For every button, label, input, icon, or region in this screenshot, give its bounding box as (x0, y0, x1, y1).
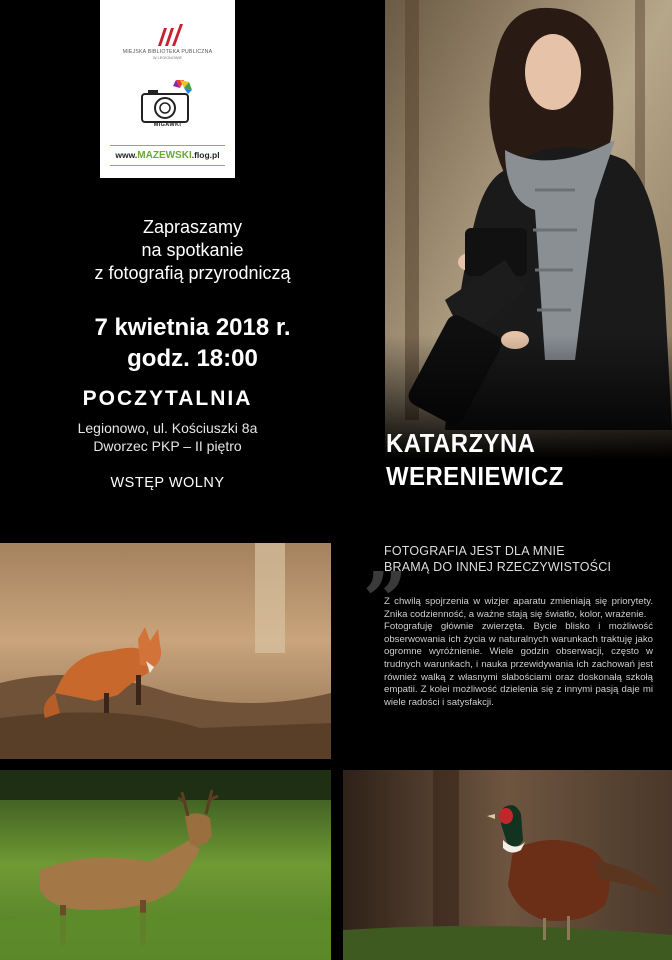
quote-mark-icon: „ (364, 511, 409, 602)
pheasant-photo (343, 770, 672, 960)
fox-photo (0, 543, 331, 759)
logo-divider-top (110, 145, 225, 146)
address-line-1: Legionowo, ul. Kościuszki 8a (77, 420, 258, 436)
website-link[interactable] (100, 150, 235, 161)
photographer-first-name: KATARZYNA (386, 428, 536, 458)
invitation-text (0, 216, 385, 285)
event-date: 7 kwietnia 2018 r. (94, 314, 291, 341)
event-time: godz. 18:00 (127, 345, 258, 372)
library-city: W LEGIONOWIE (152, 56, 183, 60)
invitation-line-2: na spotkanie (141, 240, 244, 260)
invitation-line-1: Zapraszamy (142, 217, 243, 237)
bio-paragraph-2: Fotografuję głównie zwierzęta. Bycie blisko i możliwość obserwowania ich życia w naturalnych warunkach traktuję jako ogromne wyróżnienie. Wiele godzin obserwacji, często w trudnych warunkach, i nauka przewidywania ich zachowań jest również walką z własnymi słabościami oraz doskonałą szkołą empatii. Z kolei możliwość dzielenia się z innymi pasją daje mi wiele radości i satysfakcji. (384, 621, 653, 708)
venue-name: POCZYTALNIA (82, 387, 253, 410)
quote-line-2: BRAMĄ DO INNEJ RZECZYWISTOŚCI (384, 560, 612, 574)
photographer-name (386, 427, 564, 493)
camera-logo-icon (138, 76, 196, 128)
website-prefix: www. (115, 150, 138, 160)
bio-text (384, 596, 653, 709)
website-suffix: .flog.pl (191, 150, 220, 160)
address-line-2: Dworzec PKP – II piętro (93, 438, 242, 454)
website-brand: MAZEWSKI (137, 150, 192, 161)
logo-divider-bottom (110, 165, 225, 166)
venue-address (0, 419, 335, 455)
invitation-line-3: z fotografią przyrodniczą (94, 263, 291, 283)
admission-note: WSTĘP WOLNY (110, 475, 225, 491)
deer-photo (0, 770, 331, 960)
library-logo-icon (154, 22, 184, 48)
library-name: MIEJSKA BIBLIOTEKA PUBLICZNA (122, 49, 213, 55)
photographer-last-name: WERENIEWICZ (386, 461, 564, 491)
quote-line-1: FOTOGRAFIA JEST DLA MNIE (384, 544, 565, 558)
logo-card (100, 0, 235, 178)
event-datetime (0, 312, 385, 374)
club-name: MIGAWKI (153, 122, 182, 128)
bio-paragraph-1: Z chwilą spojrzenia w wizjer aparatu zmieniają się priorytety. Znika codzienność, a ważne stają się światło, kolor, wrażenie. (384, 596, 653, 620)
pull-quote (384, 543, 664, 575)
